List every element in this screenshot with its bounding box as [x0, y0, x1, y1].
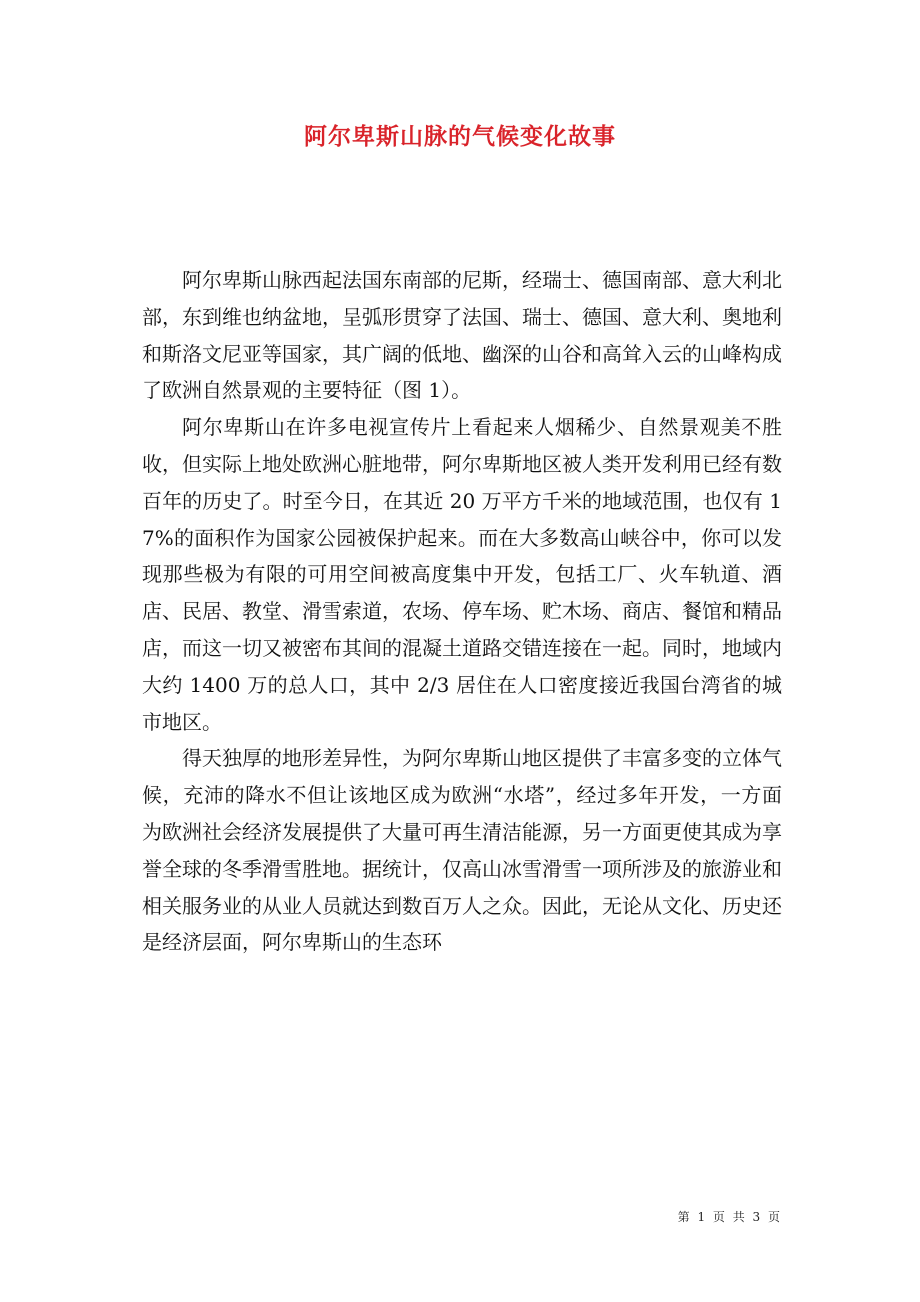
paragraph-2: 阿尔卑斯山在许多电视宣传片上看起来人烟稀少、自然景观美不胜收，但实际上地处欧洲心脏地带，阿尔卑斯地区被人类开发利用已经有数百年的历史了。时至今日，在其近 20 万平方千米的地域范围，也仅有 17%的面积作为国家公园被保护起来。而在大多数高山峡谷中，你可以发现那些极为有限的可用空间被高度集中开发，包括工厂、火车轨道、酒店、民居、教堂、滑雪索道，农场、停车场、贮木场、商店、餐馆和精品店，而这一切又被密布其间的混凝土道路交错连接在一起。同时，地域内大约 1400 万的总人口，其中 2/3 居住在人口密度接近我国台湾省的城市地区。	[142, 415, 782, 734]
paragraph-1: 阿尔卑斯山脉西起法国东南部的尼斯，经瑞士、德国南部、意大利北部，东到维也纳盆地，呈弧形贯穿了法国、瑞士、德国、意大利、奥地利和斯洛文尼亚等国家，其广阔的低地、幽深的山谷和高耸入云的山峰构成了欧洲自然景观的主要特征（图 1）。	[142, 268, 782, 403]
page-number-footer: 第 1 页 共 3 页	[677, 1210, 782, 1224]
paragraph-3: 得天独厚的地形差异性，为阿尔卑斯山地区提供了丰富多变的立体气候，充沛的降水不但让该地区成为欧洲“水塔”，经过多年开发，一方面为欧洲社会经济发展提供了大量可再生清洁能源，另一方面更使其成为享誉全球的冬季滑雪胜地。据统计，仅高山冰雪滑雪一项所涉及的旅游业和相关服务业的从业人员就达到数百万人之众。因此，无论从文化、历史还是经济层面，阿尔卑斯山的生态环	[142, 746, 782, 955]
document-body	[142, 262, 782, 961]
document-title: 阿尔卑斯山脉的气候变化故事	[304, 123, 616, 150]
